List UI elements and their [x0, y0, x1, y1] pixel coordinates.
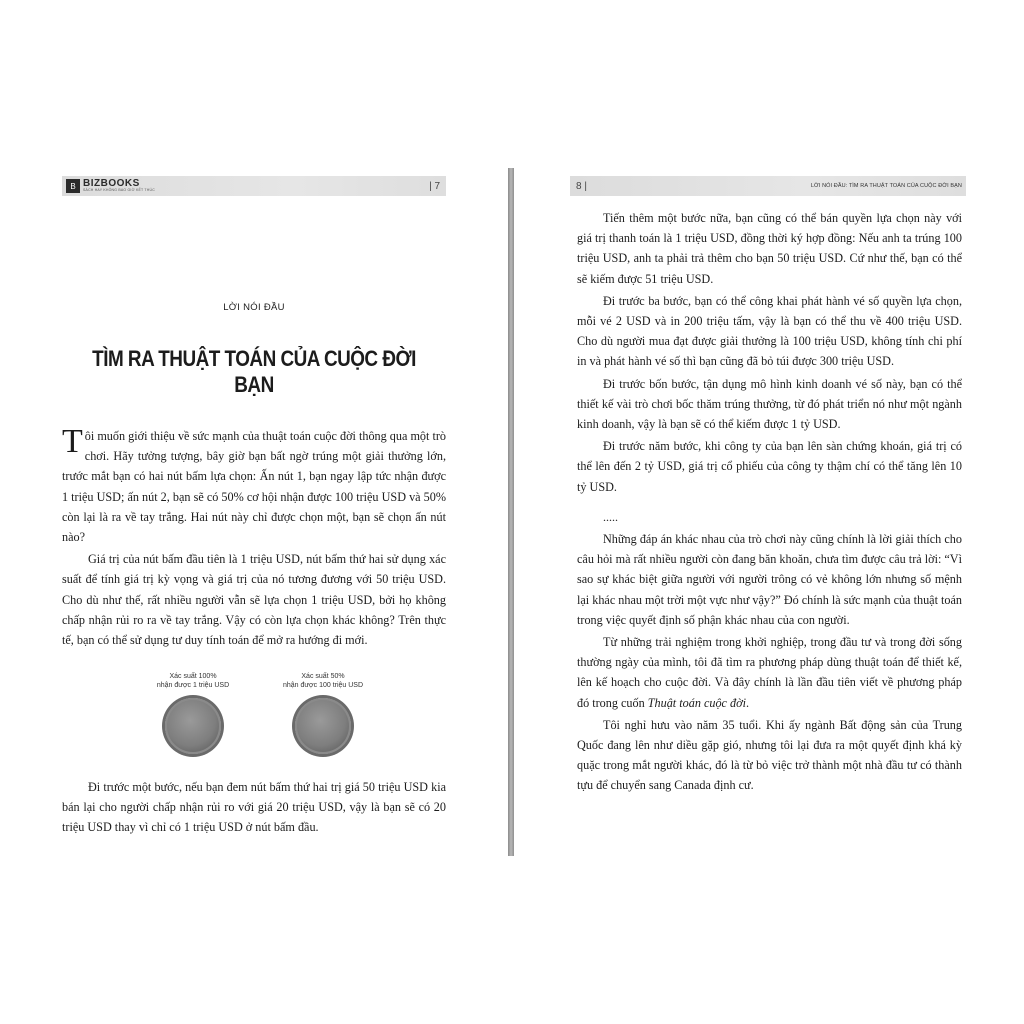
paragraph-answers: Những đáp án khác nhau của trò chơi này cũng chính là lời giải thích cho câu hỏi mà rất nhiều người còn đang băn khoăn, chưa tìm được câu trả lời: “Vì sao sự khác biệt giữa người với người trông có vẻ không lớn nhưng số mệnh lại khác nhau một trời một vực như vậy?” Đó chính là sức mạnh của thuật toán trong việc quyết định số phận khác nhau của con người.: [577, 532, 963, 627]
paragraph-step-three: Đi trước ba bước, bạn có thể công khai phát hành vé số quyền lựa chọn, mỗi vé 2 USD và in 200 triệu tấm, vậy là bạn có thể thu về 400 triệu USD. Cho dù người mua đạt được giải thưởng là 100 triệu USD, không tính chi phí in và phát hành vé số thì bạn cũng đã bỏ túi được 300 triệu USD.: [577, 293, 962, 369]
button-1-caption-line1: Xác suất 100%: [169, 673, 217, 680]
button-2-caption-line2: nhận được 100 triệu USD: [282, 682, 364, 689]
two-buttons-figure: [62, 672, 446, 768]
paragraph-step-one: Tiến thêm một bước nữa, bạn cũng có thể bán quyền lựa chọn này với giá trị thanh toán là 1 triệu USD, đồng thời ký hợp đồng: Nếu anh ta trúng 100 triệu USD, anh ta phải trả thêm cho bạn 50 triệu USD. Cứ như thế, bạn có thể sẽ kiếm được 51 triệu USD.: [577, 211, 962, 286]
logo-tagline: SÁCH HAY KHÔNG BAO GIỜ KẾT THÚC: [83, 188, 155, 193]
left-page-number: | 7: [429, 180, 440, 192]
right-page-header: [570, 176, 966, 196]
button-2-caption-line1: Xác suất 50%: [301, 673, 345, 680]
button-2-circle-icon: [295, 698, 351, 754]
button-1-figure: [138, 672, 248, 754]
button-2-figure: [268, 672, 378, 754]
running-title: LỜI NÓI ĐẦU: TÌM RA THUẬT TOÁN CỦA CUỘC ĐỜI BẠN: [810, 183, 962, 189]
paragraph-3: Đi trước một bước, nếu bạn đem nút bấm thứ hai trị giá 50 triệu USD kia bán lại cho người chấp nhận rủi ro với giá 20 triệu USD, vậy là bạn sẽ có 20 triệu USD thay vì chỉ có 1 triệu USD ở nút bấm đầu.: [62, 780, 446, 835]
left-closing-text: [62, 777, 446, 840]
paragraph-step-five: Đi trước năm bước, khi công ty của bạn lên sàn chứng khoán, giá trị có thể lên đến 2 tỷ USD, giá trị cổ phiếu của công ty thậm chí có thể tăng lên 10 tỷ USD.: [577, 439, 962, 494]
bizbooks-logo: [66, 179, 155, 193]
drop-cap: T: [62, 423, 83, 460]
paragraph-step-four: Đi trước bốn bước, tận dụng mô hình kinh doanh vé số này, bạn có thể thiết kế vài trò chơi bốc thăm trúng thưởng, từ đó phát triển nó như một ngành kinh doanh, vậy là bạn sẽ có thể kiếm được 1 tỷ USD.: [577, 376, 962, 432]
chapter-label: LỜI NÓI ĐẦU: [223, 302, 285, 313]
intro-paragraph: Tôi muốn giới thiệu về sức mạnh của thuật toán cuộc đời thông qua một trò chơi. Hãy tưởng tượng, bây giờ bạn bất ngờ trúng một giải thưởng lớn, trước mắt bạn có hai nút bấm lựa chọn: Ấn nút 1, bạn ngay lập tức nhận được 1 triệu USD; ấn nút 2, bạn sẽ có 50% cơ hội nhận được 100 triệu USD và 50% còn lại là ra về tay trắng. Hai nút này chỉ được chọn một, bạn sẽ chọn ấn nút nào?: [62, 423, 446, 545]
paragraph-retire: Tôi nghỉ hưu vào năm 35 tuổi. Khi ấy ngành Bất động sản của Trung Quốc đang lên như diều gặp gió, nhưng tôi lại đưa ra một quyết định khá kỳ quặc trong mắt người khác, đó là từ bỏ việc trở thành một nhà đầu tư có thành tựu để chuyển sang Canada định cư.: [577, 717, 962, 793]
left-intro-text: [62, 423, 446, 652]
left-page: [0, 0, 510, 1024]
paragraph-experience: Từ những trải nghiệm trong khởi nghiệp, trong đầu tư và trong đời sống thường ngày của mình, tôi đã tìm ra phương pháp dùng thuật toán để thiết kế, lên kế hoạch cho cuộc đời. Và đây chính là lần đầu tiên viết về phương pháp đó trong cuốn Thuật toán cuộc đời.: [577, 635, 962, 710]
ellipsis: .....: [603, 509, 618, 524]
right-page-text: [577, 208, 962, 798]
button-1-circle-icon: [165, 698, 221, 754]
paragraph-2: Giá trị của nút bấm đầu tiên là 1 triệu USD, nút bấm thứ hai sử dụng xác suất để tính giá trị kỳ vọng và giá trị của nó tương đương với 50 triệu USD. Cho dù như thế, rất nhiều người vẫn sẽ lựa chọn 1 triệu USD, bởi họ không chấp nhận rủi ro ra về tay trắng. Vậy có còn lựa chọn khác không? Trên thực tế, bạn có thể sử dụng tư duy tính toán để mở ra hướng đi mới.: [62, 552, 446, 648]
chapter-title: TÌM RA THUẬT TOÁN CỦA CUỘC ĐỜI BẠN: [92, 346, 416, 397]
button-1-caption-line2: nhận được 1 triệu USD: [156, 682, 230, 689]
right-page-number: 8 |: [576, 180, 587, 192]
book-title: Thuật toán cuộc đời: [647, 695, 746, 710]
bizbooks-logo-icon: B: [66, 179, 80, 193]
logo-name: BIZBOOKS: [83, 178, 140, 190]
left-page-header: [62, 176, 446, 196]
